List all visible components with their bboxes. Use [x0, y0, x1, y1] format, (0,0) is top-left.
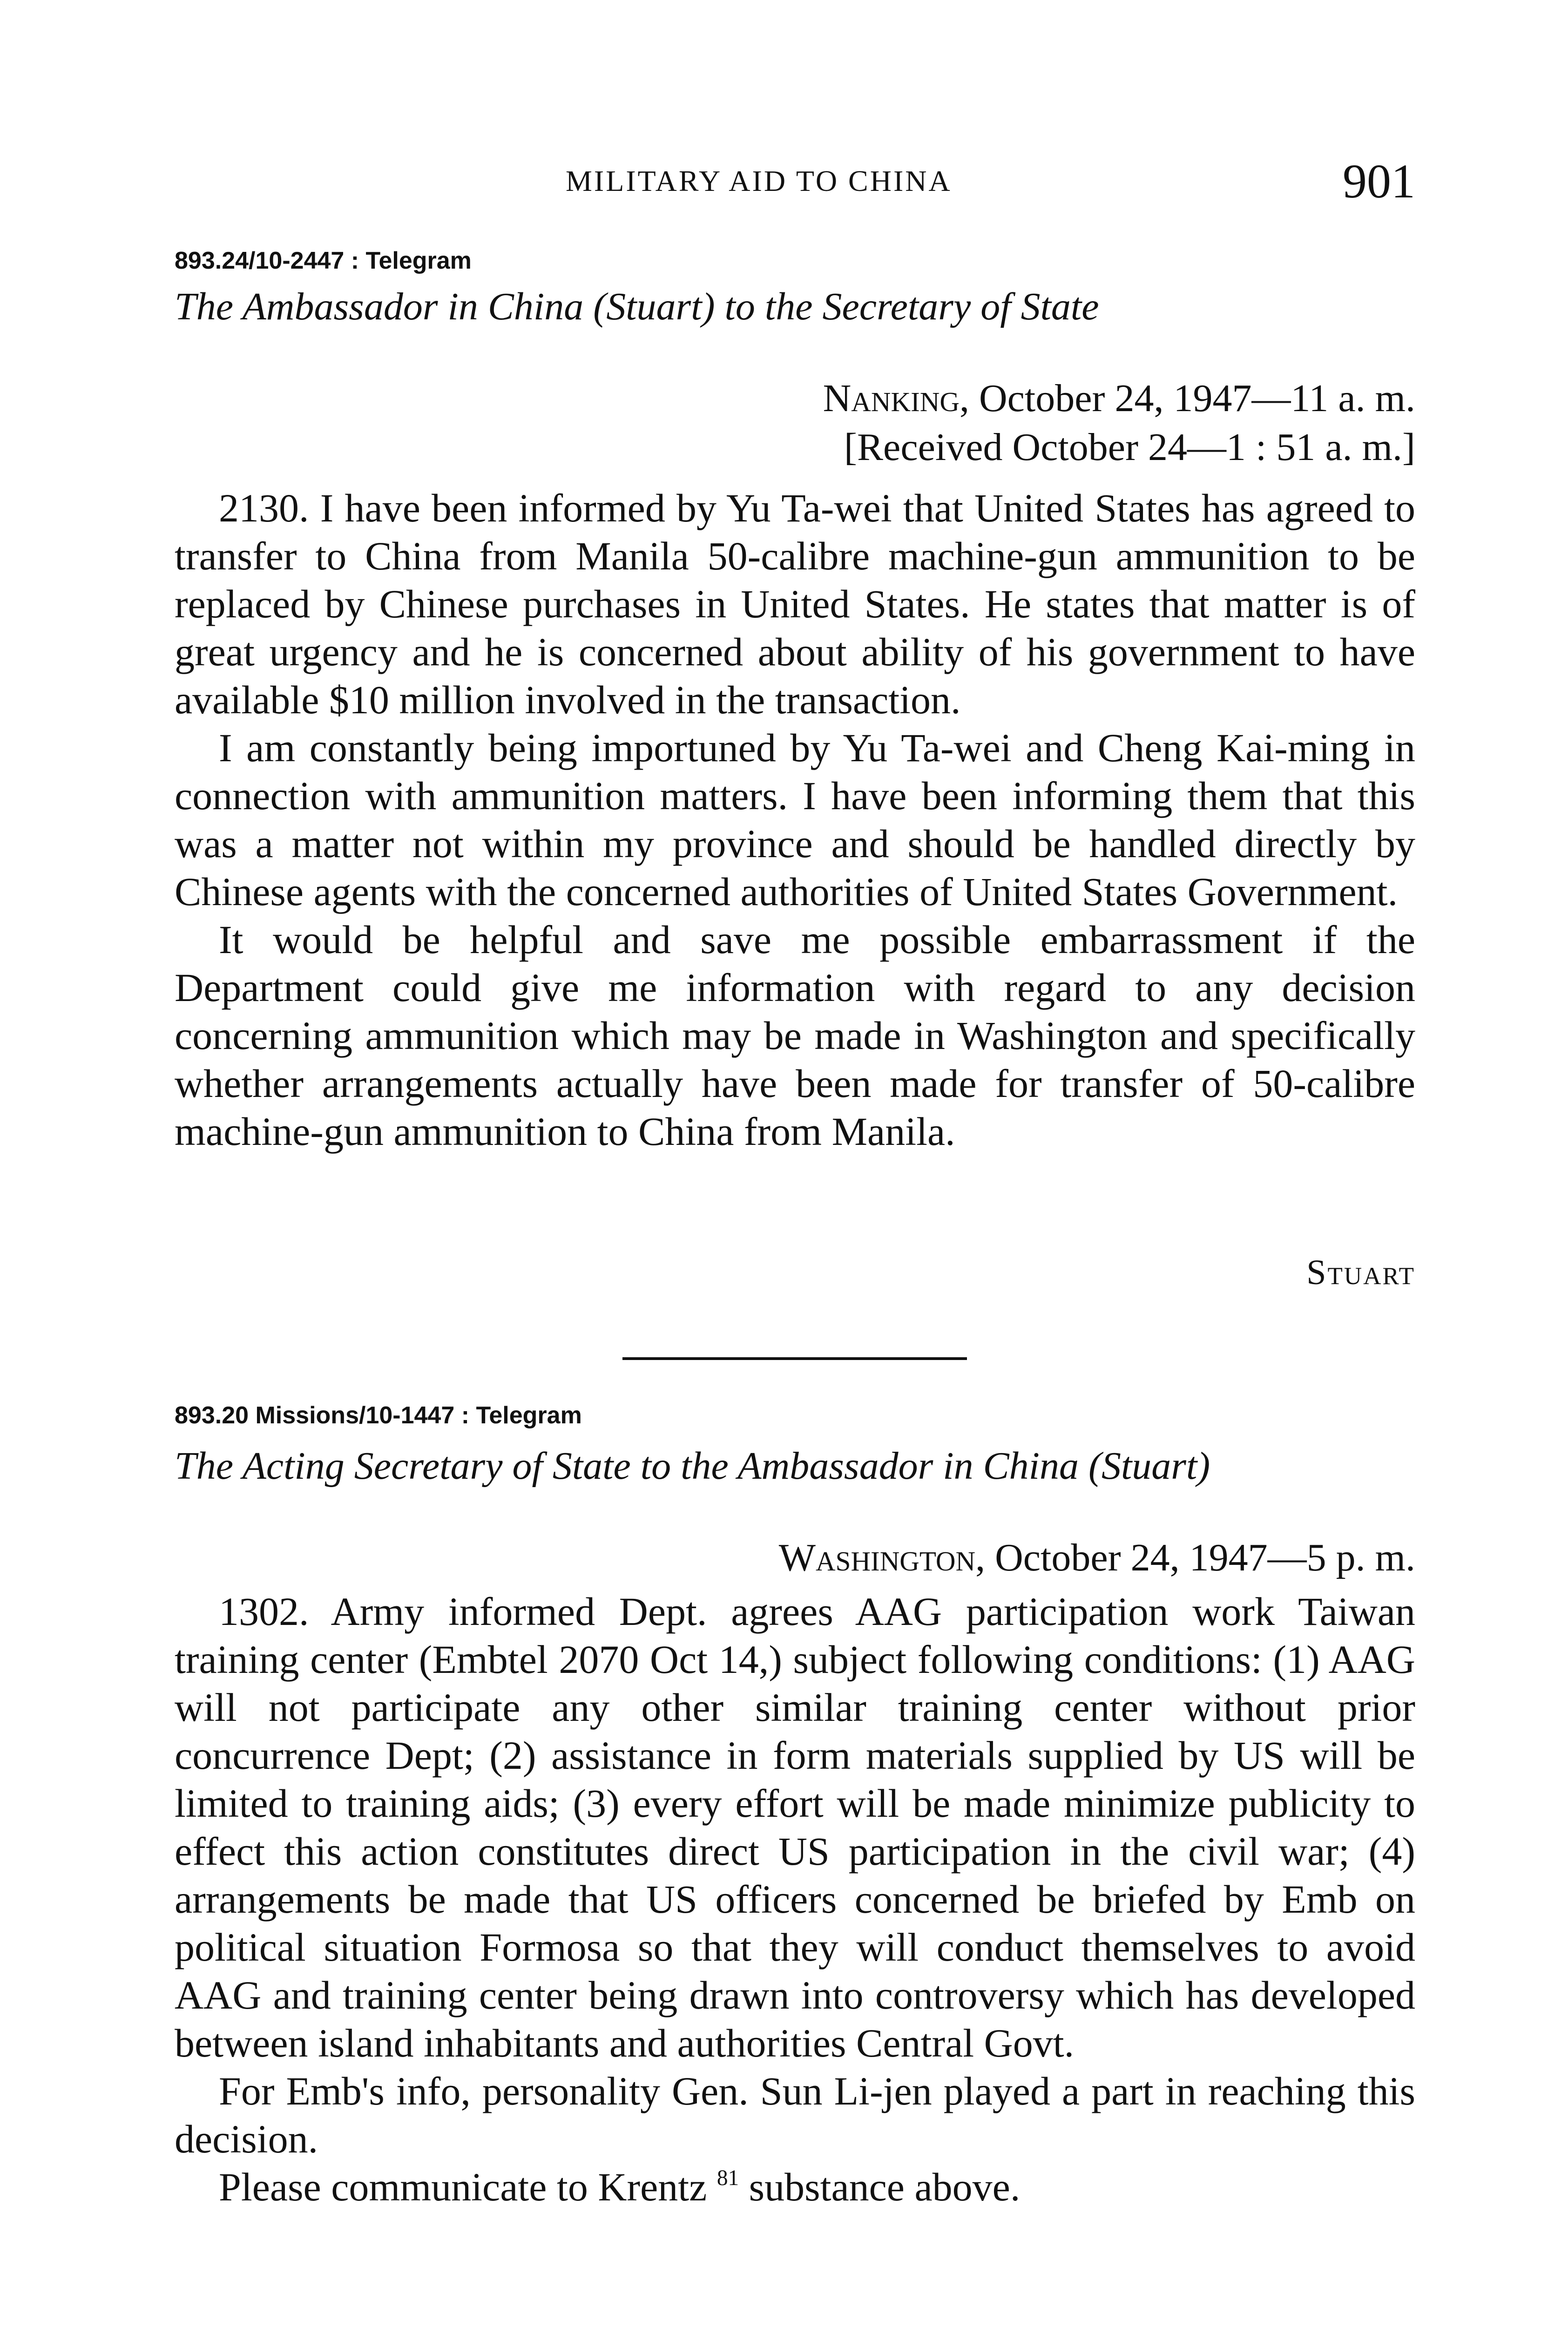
doc2-paragraph-3-after: substance above. — [739, 2165, 1021, 2209]
doc1-paragraph-1: 2130. I have been informed by Yu Ta-wei that United States has agreed to transfer to China from Manila 50-calibre machine-gun ammunition to be replaced by Chinese purchases in United States. He states that matter is of great urgency and he is concerned about ability of his government to have available $10 million involved in the transaction. — [175, 486, 1415, 722]
running-title: MILITARY AID TO CHINA — [566, 164, 952, 197]
doc1-file-ref: 893.24/10-2447 : Telegram — [175, 247, 472, 274]
page-number: 901 — [1343, 155, 1415, 208]
doc2-file-ref: 893.20 Missions/10-1447 : Telegram — [175, 1402, 582, 1429]
footnote-reference-81: 81 — [716, 2166, 739, 2190]
section-divider — [622, 1357, 967, 1360]
doc2-paragraph-1: 1302. Army informed Dept. agrees AAG participation work Taiwan training center (Embtel 2070 Oct 14,) subject following conditions: (1) AAG will not participate any other similar training center without prior concurrence Dept; (2) assistance in form materials supplied by US will be limited to training aids; (3) every effort will be made minimize publicity to effect this action constitutes direct US participation in the civil war; (4) arrangements be made that US officers concerned be briefed by Emb on political situation Formosa so that they will conduct themselves to avoid AAG and training center being drawn into controversy which has developed between island inhabitants and authorities Central Govt. — [175, 1589, 1415, 2065]
doc1-paragraph-2: I am constantly being importuned by Yu Ta-wei and Cheng Kai-ming in connection with ammunition matters. I have been informing them that this was a matter not within my province and should be handled directly by Chinese agents with the concerned authorities of United States Government. — [175, 725, 1415, 914]
doc1-dateline-place: Nanking — [823, 377, 960, 420]
doc2-dateline-place: Washington — [778, 1536, 976, 1579]
doc1-heading: The Ambassador in China (Stuart) to the Secretary of State — [175, 285, 1099, 328]
doc2-dateline — [779, 1532, 1415, 1584]
doc1-dateline — [823, 372, 1415, 425]
doc2-body — [175, 1588, 1415, 2211]
running-head — [175, 154, 1415, 208]
doc2-heading: The Acting Secretary of State to the Ambassador in China (Stuart) — [175, 1444, 1210, 1488]
doc1-dateline-date: , October 24, 1947—11 a. m. — [959, 377, 1415, 420]
doc2-dateline-date: , October 24, 1947—5 p. m. — [975, 1536, 1415, 1579]
doc2-paragraph-3 — [175, 2163, 1415, 2211]
doc2-paragraph-2: For Emb's info, personality Gen. Sun Li-jen played a part in reaching this decision. — [175, 2069, 1415, 2161]
doc1-paragraph-3: It would be helpful and save me possible embarrassment if the Department could give me information with regard to any decision concerning ammunition which may be made in Washington and specifically whether arrangements actually have been made for transfer of 50-calibre machine-gun ammunition to China from Manila. — [175, 917, 1415, 1154]
doc1-received: [Received October 24—1 : 51 a. m.] — [844, 426, 1415, 469]
doc2-paragraph-3-before: Please communicate to Krentz — [219, 2165, 717, 2209]
doc1-signature: Stuart — [1306, 1253, 1415, 1292]
doc1-body — [175, 484, 1415, 1156]
